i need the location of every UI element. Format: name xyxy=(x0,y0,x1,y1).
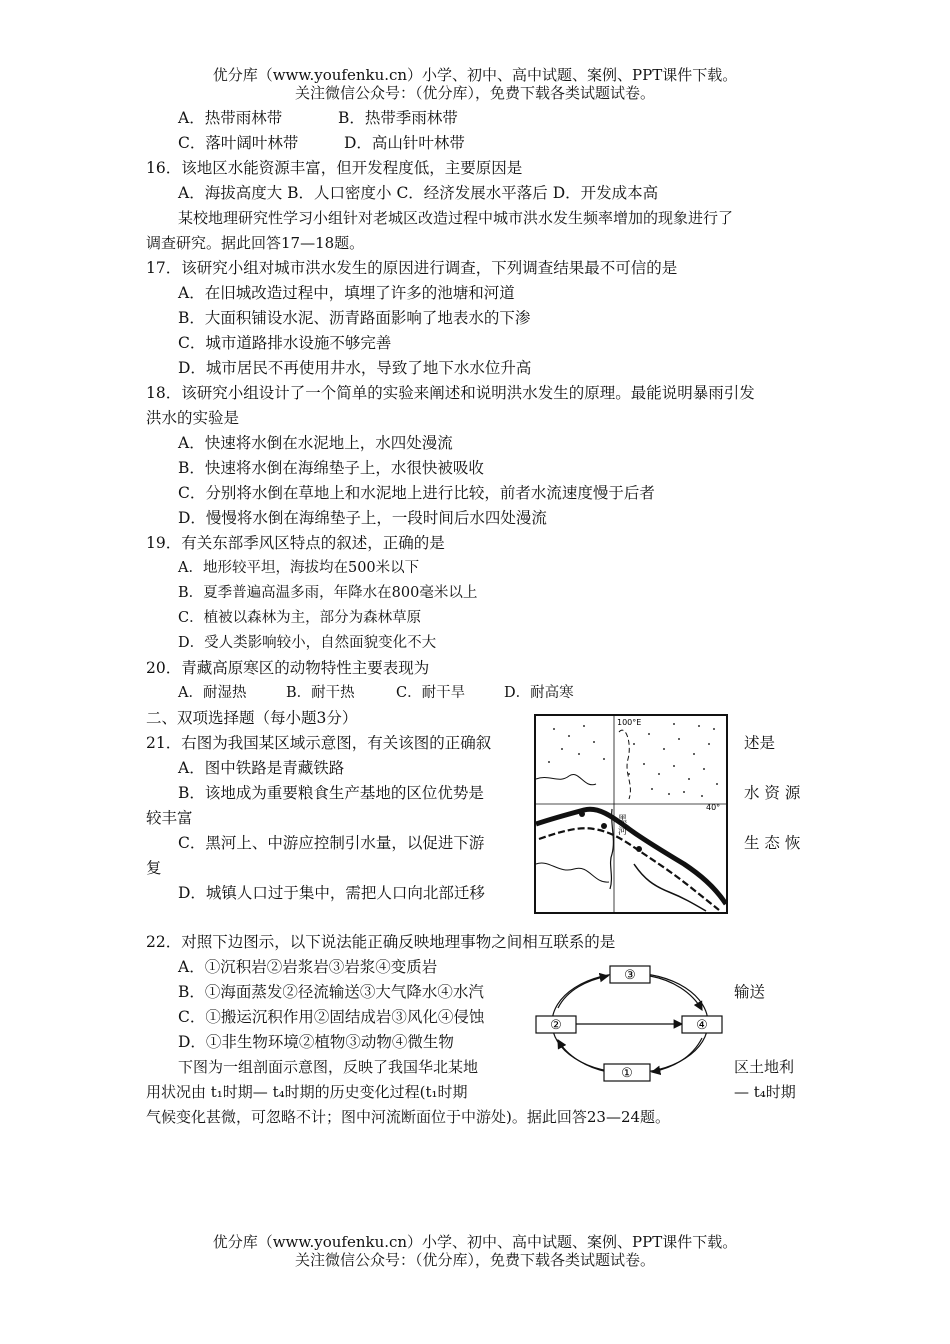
arrow-2-to-3 xyxy=(558,976,608,1008)
header-line-2: 关注微信公众号：（优分库），免费下载各类试题试卷。 xyxy=(294,84,655,102)
q18-option-a: A．快速将水倒在水泥地上，水四处漫流 xyxy=(178,434,453,452)
q21-option-b-cont: 较丰富 xyxy=(146,809,193,827)
q18-stem-line-2: 洪水的实验是 xyxy=(146,409,240,427)
q20-option-b: B．耐干热 xyxy=(286,685,355,701)
q22-option-c: C．①搬运沉积作用②固结成岩③风化④侵蚀 xyxy=(178,1008,485,1026)
q21-option-a: A．图中铁路是青藏铁路 xyxy=(178,759,345,777)
section-2-title: 二、双项选择题（每小题3分） xyxy=(146,709,358,727)
map-label-longitude: 100°E xyxy=(617,718,642,727)
arrow-3-to-4 xyxy=(650,976,702,1010)
intro-17-18-line-2: 调查研究。据此回答17—18题。 xyxy=(146,234,365,252)
q17-option-b: B．大面积铺设水泥、沥青路面影响了地表水的下渗 xyxy=(178,309,531,327)
q21-option-c-cont: 复 xyxy=(146,859,162,877)
q22-option-a: A．①沉积岩②岩浆岩③岩浆④变质岩 xyxy=(178,958,438,976)
box-3-label: ③ xyxy=(624,968,636,983)
q21-option-c: C．黑河上、中游应控制引水量，以促进下游 xyxy=(178,834,485,852)
city-marker-1 xyxy=(579,811,585,817)
city-marker-3 xyxy=(636,846,642,852)
map-label-river-1: 黑 xyxy=(618,815,628,825)
city-marker-2 xyxy=(601,823,607,829)
q20-option-d: D．耐高寒 xyxy=(504,685,574,701)
q19-option-d: D．受人类影响较小，自然面貌变化不大 xyxy=(178,635,437,651)
q21-option-b-right: 水 资 源 xyxy=(744,784,801,802)
q17-option-a: A．在旧城改造过程中，填埋了许多的池塘和河道 xyxy=(178,284,515,302)
q20-stem: 20．青藏高原寒区的动物特性主要表现为 xyxy=(146,659,430,677)
q18-option-c: C．分别将水倒在草地上和水泥地上进行比较，前者水流速度慢于后者 xyxy=(178,484,655,502)
q18-option-b: B．快速将水倒在海绵垫子上，水很快被吸收 xyxy=(178,459,484,477)
q20-option-c: C．耐干旱 xyxy=(396,685,466,701)
q16-stem: 16．该地区水能资源丰富，但开发程度低，主要原因是 xyxy=(146,159,523,177)
box-1-label: ① xyxy=(621,1066,633,1081)
q18-stem-line-1: 18．该研究小组设计了一个简单的实验来阐述和说明洪水发生的原理。最能说明暴雨引发 xyxy=(146,384,755,402)
q15-option-c: C．落叶阔叶林带 xyxy=(178,134,299,152)
q19-stem: 19．有关东部季风区特点的叙述，正确的是 xyxy=(146,534,445,552)
footer-line-2: 关注微信公众号：（优分库），免费下载各类试题试卷。 xyxy=(294,1251,655,1269)
q15-option-d: D．高山针叶林带 xyxy=(344,134,465,152)
q16-options: A．海拔高度大 B．人口密度小 C．经济发展水平落后 D．开发成本高 xyxy=(178,184,659,202)
intro-23-24-line-2-right: — t₄时期 xyxy=(734,1083,796,1101)
arrow-4-to-1 xyxy=(652,1038,702,1072)
footer-line-1: 优分库（www.youfenku.cn）小学、初中、高中试题、案例、PPT课件下载。 xyxy=(212,1233,738,1251)
intro-23-24-line-1-left: 下图为一组剖面示意图，反映了我国华北某地 xyxy=(178,1058,479,1076)
q21-stem-right: 述是 xyxy=(744,734,776,752)
q20-option-a: A．耐湿热 xyxy=(178,685,247,701)
q19-option-c: C．植被以森林为主，部分为森林草原 xyxy=(178,610,422,626)
arrow-1-to-2 xyxy=(558,1040,608,1072)
q21-option-c-right: 生 态 恢 xyxy=(744,834,801,852)
map-label-river-2: 河 xyxy=(618,827,628,837)
q17-stem: 17．该研究小组对城市洪水发生的原因进行调查，下列调查结果最不可信的是 xyxy=(146,259,678,277)
intro-23-24-line-3: 气候变化甚微，可忽略不计；图中河流断面位于中游处)。据此回答23—24题。 xyxy=(146,1108,671,1126)
q15-option-b: B．热带季雨林带 xyxy=(338,109,458,127)
q17-option-c: C．城市道路排水设施不够完善 xyxy=(178,334,392,352)
region-map-figure xyxy=(534,714,728,914)
map-label-latitude: 40° xyxy=(706,803,721,812)
q15-option-a: A．热带雨林带 xyxy=(178,109,283,127)
q19-option-a: A．地形较平坦，海拔均在500米以下 xyxy=(178,560,420,576)
intro-23-24-line-2-left: 用状况由 t₁时期— t₄时期的历史变化过程(t₁时期 xyxy=(146,1083,468,1101)
box-2-label: ② xyxy=(550,1018,562,1033)
q21-option-b: B．该地成为重要粮食生产基地的区位优势是 xyxy=(178,784,484,802)
q17-option-d: D．城市居民不再使用井水，导致了地下水水位升高 xyxy=(178,359,532,377)
header-line-1: 优分库（www.youfenku.cn）小学、初中、高中试题、案例、PPT课件下载。 xyxy=(212,66,738,84)
q22-stem: 22．对照下边图示，以下说法能正确反映地理事物之间相互联系的是 xyxy=(146,933,616,951)
q18-option-d: D．慢慢将水倒在海绵垫子上，一段时间后水四处漫流 xyxy=(178,509,547,527)
q21-stem-left: 21．右图为我国某区域示意图，有关该图的正确叙 xyxy=(146,734,492,752)
q22-option-b-right: 输送 xyxy=(734,983,766,1001)
intro-17-18-line-1: 某校地理研究性学习小组针对老城区改造过程中城市洪水发生频率增加的现象进行了 xyxy=(178,209,734,227)
q22-option-d: D．①非生物环境②植物③动物④微生物 xyxy=(178,1033,454,1051)
q21-option-d: D．城镇人口过于集中，需把人口向北部迁移 xyxy=(178,884,485,902)
intro-23-24-line-1-right: 区土地利 xyxy=(734,1058,795,1076)
q22-option-b: B．①海面蒸发②径流输送③大气降水④水汽 xyxy=(178,983,484,1001)
cycle-diagram xyxy=(532,960,728,1085)
box-4-label: ④ xyxy=(696,1018,708,1033)
q19-option-b: B．夏季普遍高温多雨，年降水在800毫米以上 xyxy=(178,585,478,601)
